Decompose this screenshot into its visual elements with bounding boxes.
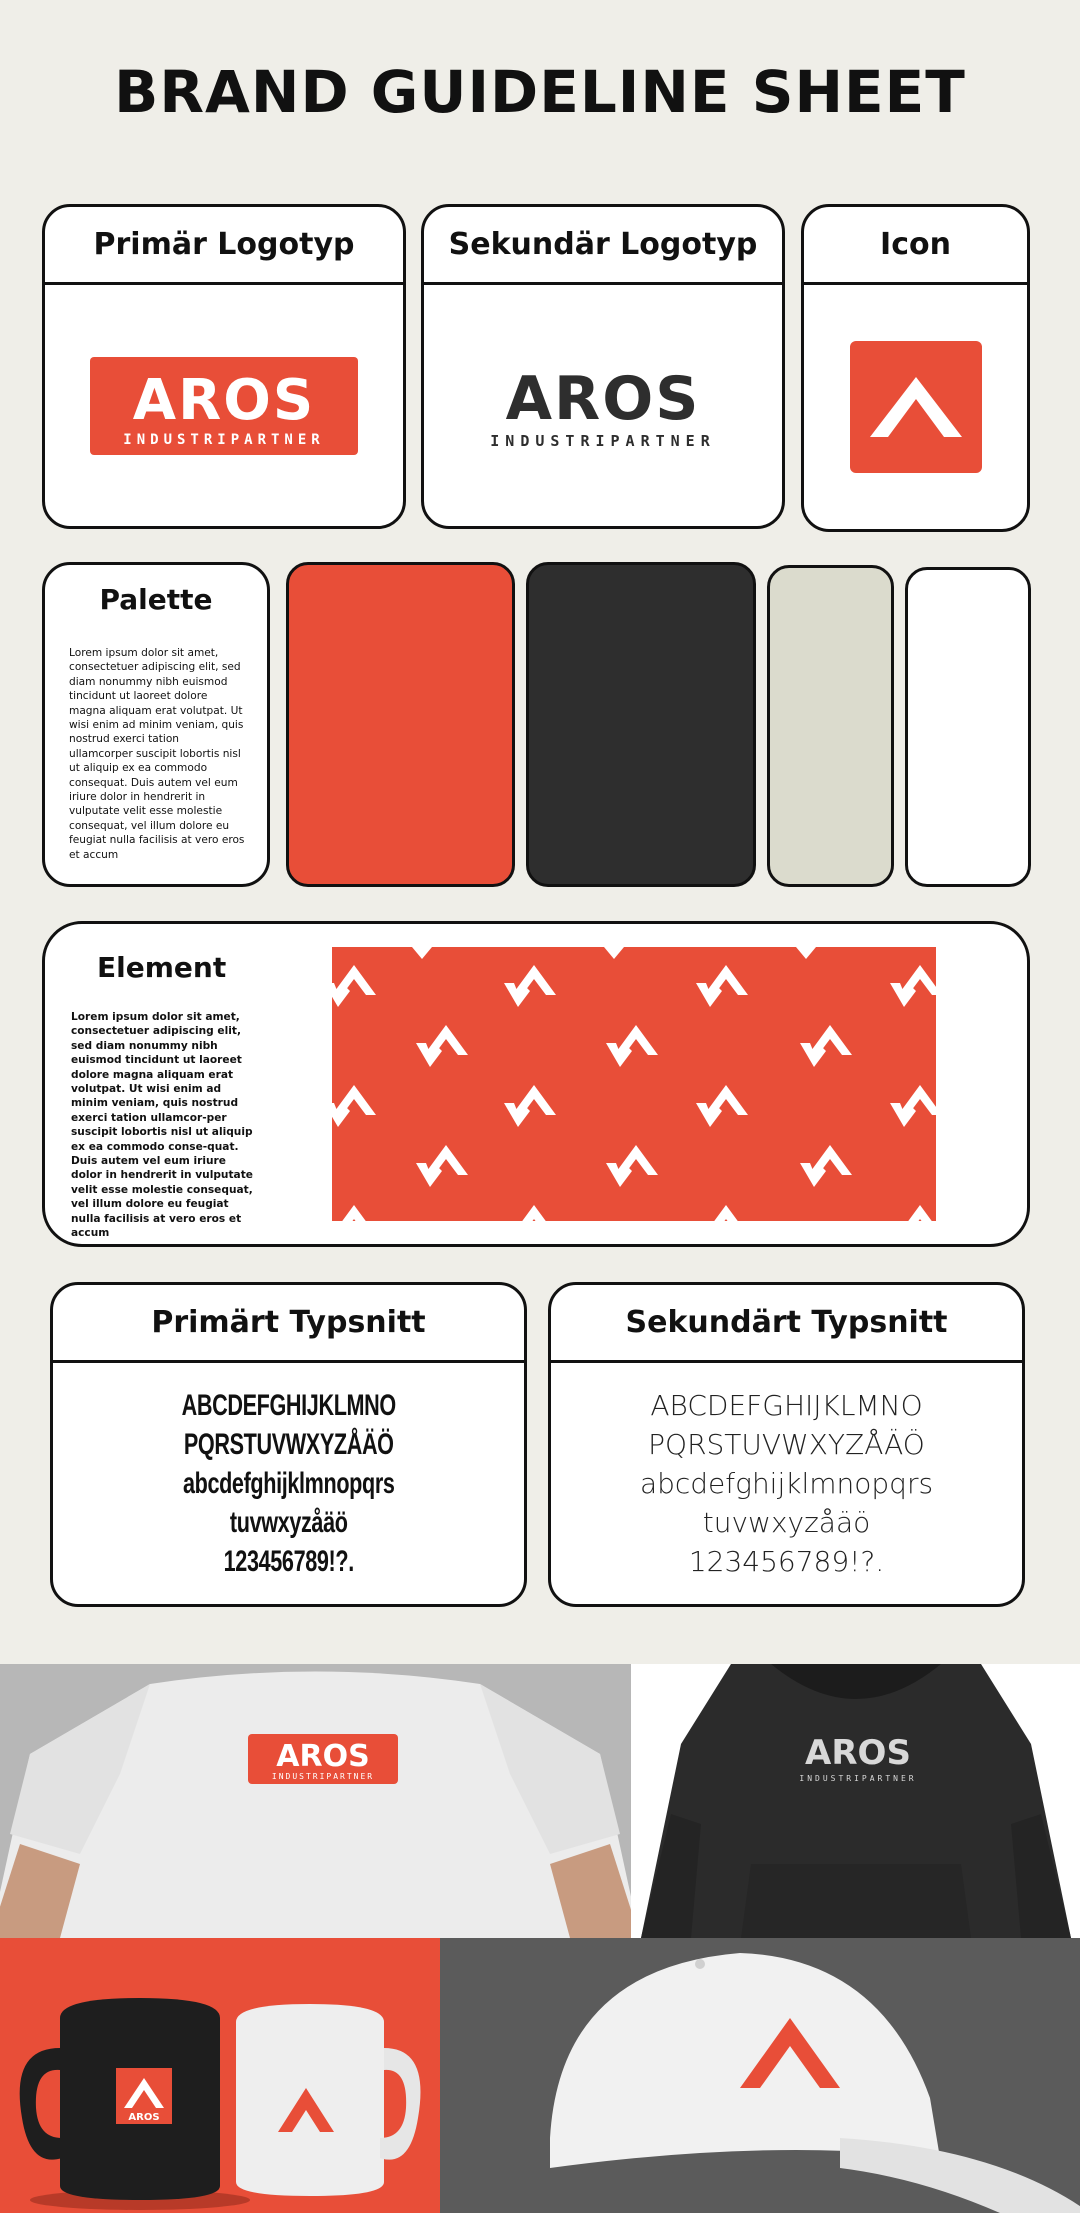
primary-logo	[90, 357, 358, 455]
primary-typeface-card	[50, 1282, 527, 1607]
primary-logo-title: Primär Logotyp	[45, 207, 403, 285]
sample-line: ABCDEFGHIJKLMNO	[650, 1389, 923, 1422]
sample-line: PQRSTUVWXYZÅÄÖ	[183, 1428, 394, 1461]
hoodie-mockup	[631, 1664, 1080, 1938]
swatch-white	[905, 567, 1031, 887]
icon-card-title: Icon	[804, 207, 1027, 285]
sample-line: abcdefghijklmnopqrs	[182, 1467, 395, 1500]
page-title: BRAND GUIDELINE SHEET	[114, 58, 966, 126]
hoodie-logo-tagline: INDUSTRIPARTNER	[799, 1774, 917, 1783]
hoodie-logo-wordmark: AROS	[805, 1733, 911, 1773]
tshirt-logo-wordmark: AROS	[276, 1739, 370, 1774]
swatch-primary-red	[286, 562, 515, 887]
element-description: Lorem ipsum dolor sit amet, consectetuer adipiscing elit, sed diam nonummy nibh euismod tincidunt ut laoreet dolore magna aliquam erat volutpat. Ut wisi enim ad minim veniam, quis nostrud exerci tation ullamcor-per suscipit lobortis nisl ut aliquip ex ea commodo conse-quat. Duis autem vel eum iriure dolor in hendrerit in vulputate velit esse molestie consequat, vel illum dolore eu feugiat nulla facilisis at vero eros et accum	[71, 1011, 253, 1240]
icon-card	[801, 204, 1030, 532]
primary-typeface-sample	[181, 1386, 395, 1581]
sample-line: 123456789!?.	[223, 1545, 354, 1578]
secondary-logo-title: Sekundär Logotyp	[424, 207, 782, 285]
swatch-beige	[767, 565, 894, 887]
secondary-logo-card	[421, 204, 785, 529]
palette-description: Lorem ipsum dolor sit amet, consectetuer adipiscing elit, sed diam nonummy nibh euismod tincidunt ut laoreet dolore magna aliquam erat volutpat. Ut wisi enim ad minim veniam, quis nostrud exerci tation ullamcorper suscipit lobortis nisl ut aliquip ex ea commodo consequat. Duis autem vel eum iriure dolor in hendrerit in vulputate velit esse molestie consequat, vel illum dolore eu feugiat nulla facilisis at vero eros et accum	[69, 647, 245, 861]
sample-line: 123456789!?.	[688, 1545, 885, 1578]
primary-typeface-title: Primärt Typsnitt	[53, 1285, 524, 1363]
sample-line: ABCDEFGHIJKLMNO	[181, 1389, 396, 1422]
primary-logo-wordmark: AROS	[132, 367, 316, 433]
sample-line: tuvwxyzåäö	[702, 1506, 871, 1539]
secondary-logo-tagline: INDUSTRIPARTNER	[490, 431, 716, 450]
secondary-typeface-title: Sekundärt Typsnitt	[551, 1285, 1022, 1363]
mug-logo-wordmark: AROS	[128, 2112, 160, 2123]
secondary-typeface-card	[548, 1282, 1025, 1607]
sample-line: tuvwxyzåäö	[229, 1506, 348, 1539]
primary-logo-tagline: INDUSTRIPARTNER	[123, 431, 325, 448]
secondary-typeface-sample	[640, 1386, 933, 1581]
palette-card	[42, 562, 270, 887]
element-title: Element	[97, 951, 227, 984]
chevron-up-icon	[870, 377, 962, 437]
mugs-mockup	[0, 1938, 440, 2213]
tshirt-mockup	[0, 1664, 631, 1938]
secondary-logo-wordmark: AROS	[505, 363, 701, 434]
secondary-logo	[453, 357, 753, 455]
primary-logo-card	[42, 204, 406, 529]
element-card	[42, 921, 1030, 1247]
sample-line: abcdefghijklmnopqrs	[639, 1467, 934, 1500]
tshirt-logo-tagline: INDUSTRIPARTNER	[271, 1772, 375, 1781]
cap-mockup	[440, 1938, 1080, 2213]
palette-title: Palette	[99, 583, 213, 616]
pattern-chevrons	[332, 947, 936, 1221]
sample-line: PQRSTUVWXYZÅÄÖ	[648, 1428, 925, 1461]
brand-icon	[850, 341, 982, 473]
brand-pattern	[332, 947, 936, 1221]
swatch-dark-gray	[526, 562, 756, 887]
